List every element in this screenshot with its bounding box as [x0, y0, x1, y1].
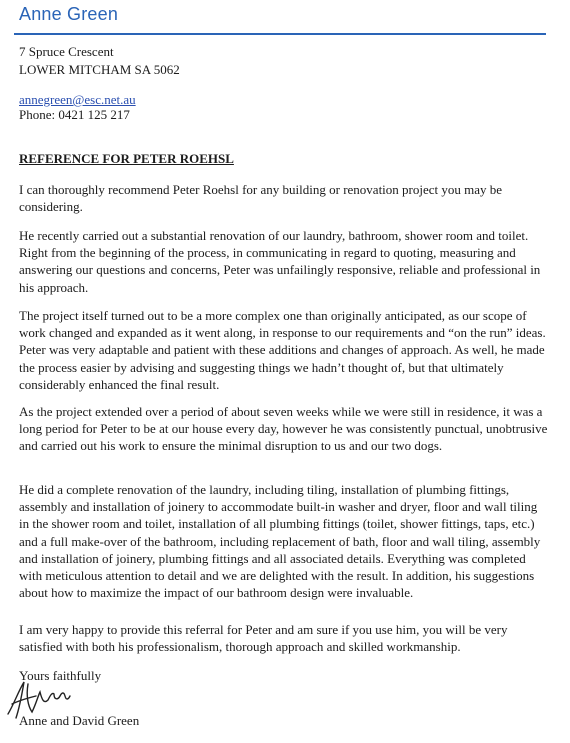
paragraph-conclusion: I am very happy to provide this referral for Peter and am sure if you use him, you will be very satisfied with both his professionalism, thorough approach and skilled workmanship.	[19, 622, 508, 655]
paragraph-scope: He did a complete renovation of the laundry, including tiling, installation of plumbing fittings, assembly and installation of joinery to accommodate built-in washer and dryer, floor and wall tiling in the shower room and toilet, installation of all plumbing fittings (toilet, shower fittings, taps, etc.) and a full make-over of the bathroom, including replacement of bath, floor and wall tiling, assembly and installation of joinery, plumbing fittings and all associated details. Everything was completed with meticulous attention to detail and we are delighted with the result. In addition, his suggestions about how to maximize the impact of our bathroom design were invaluable.	[19, 482, 541, 601]
paragraph-duration: As the project extended over a period of about seven weeks while we were still in residence, it was a long period for Peter to be at our house every day, however he was consistently punctual, unobtrusive and carried out his work to ensure the minimal disruption to us and our two dogs.	[19, 404, 548, 454]
letter-heading: REFERENCE FOR PETER ROEHSL	[19, 151, 234, 166]
phone-number: Phone: 0421 125 217	[19, 107, 130, 122]
letterhead-rule	[14, 33, 546, 35]
address-line-2: LOWER MITCHAM SA 5062	[19, 62, 180, 77]
signers-name: Anne and David Green	[19, 713, 140, 728]
address-line-1: 7 Spruce Crescent	[19, 44, 114, 59]
letterhead-name: Anne Green	[19, 4, 119, 24]
closing-salutation: Yours faithfully	[19, 668, 102, 683]
email-link[interactable]: annegreen@esc.net.au	[19, 92, 136, 107]
paragraph-project: The project itself turned out to be a more complex one than originally anticipated, as our scope of work changed and expanded as it went along, in response to our requirements and “on the run” ideas. Peter was very adaptable and patient with these additions and changes of approach. As well, he made the process easier by advising and suggesting things we hadn’t thought of, but that ultimately considerably enhanced the final result.	[19, 308, 546, 392]
paragraph-intro: I can thoroughly recommend Peter Roehsl for any building or renovation project you may be considering.	[19, 182, 503, 215]
paragraph-renovation: He recently carried out a substantial renovation of our laundry, bathroom, shower room and toilet. Right from the beginning of the process, in communicating in regard to quoting, measuring and answering our questions and concerns, Peter was unfailingly responsive, reliable and professional in his approach.	[19, 228, 541, 295]
